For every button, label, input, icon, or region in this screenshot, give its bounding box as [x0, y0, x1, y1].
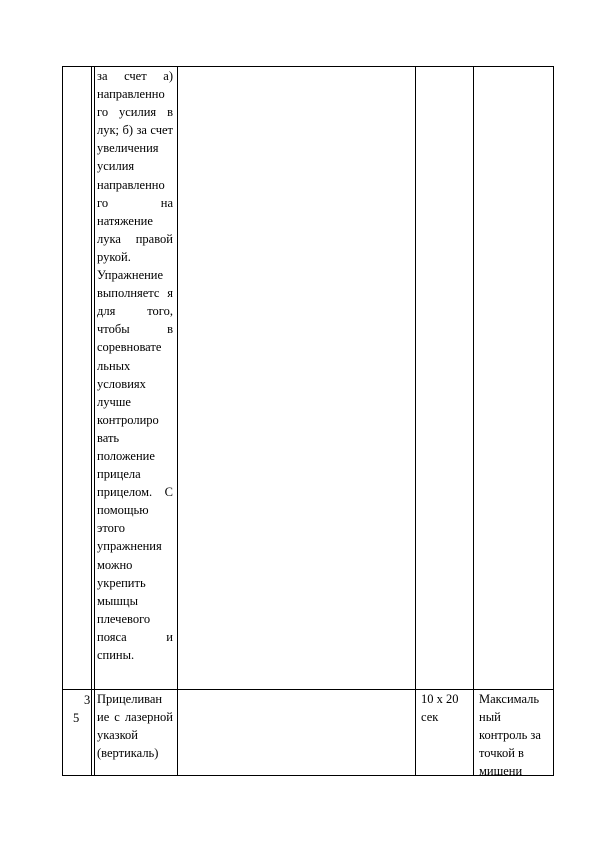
exercise-name-cell: Прицеливан ие с лазерной указкой (вертикаль) — [97, 692, 173, 761]
table-left-border — [62, 66, 63, 776]
table-col-divider-2 — [177, 66, 178, 776]
table-col-divider-4 — [473, 66, 474, 776]
row-number-line1: 3 — [84, 693, 91, 707]
table-col-divider-1b — [94, 66, 95, 776]
table-right-border — [553, 66, 554, 776]
exercise-description-cell: за счет а) направленно го усилия в лук; б) за счет увеличения усилия направленно го на натяжение лука правой рукой. Упражнение выполняетс я для того, чтобы в соревновате льных условиях лучше контролиро вать положение прицела прицелом. С помощью этого упражнения можно укрепить мышцы плечевого пояса и спины. — [97, 69, 173, 662]
dosage-cell: 10 х 20 сек — [421, 692, 459, 725]
table-col-divider-1 — [91, 66, 92, 776]
table-col-divider-3 — [415, 66, 416, 776]
note-cell: Максималь ный контроль за точкой в мишени — [479, 692, 541, 779]
row-number-line2: 5 — [73, 711, 80, 725]
